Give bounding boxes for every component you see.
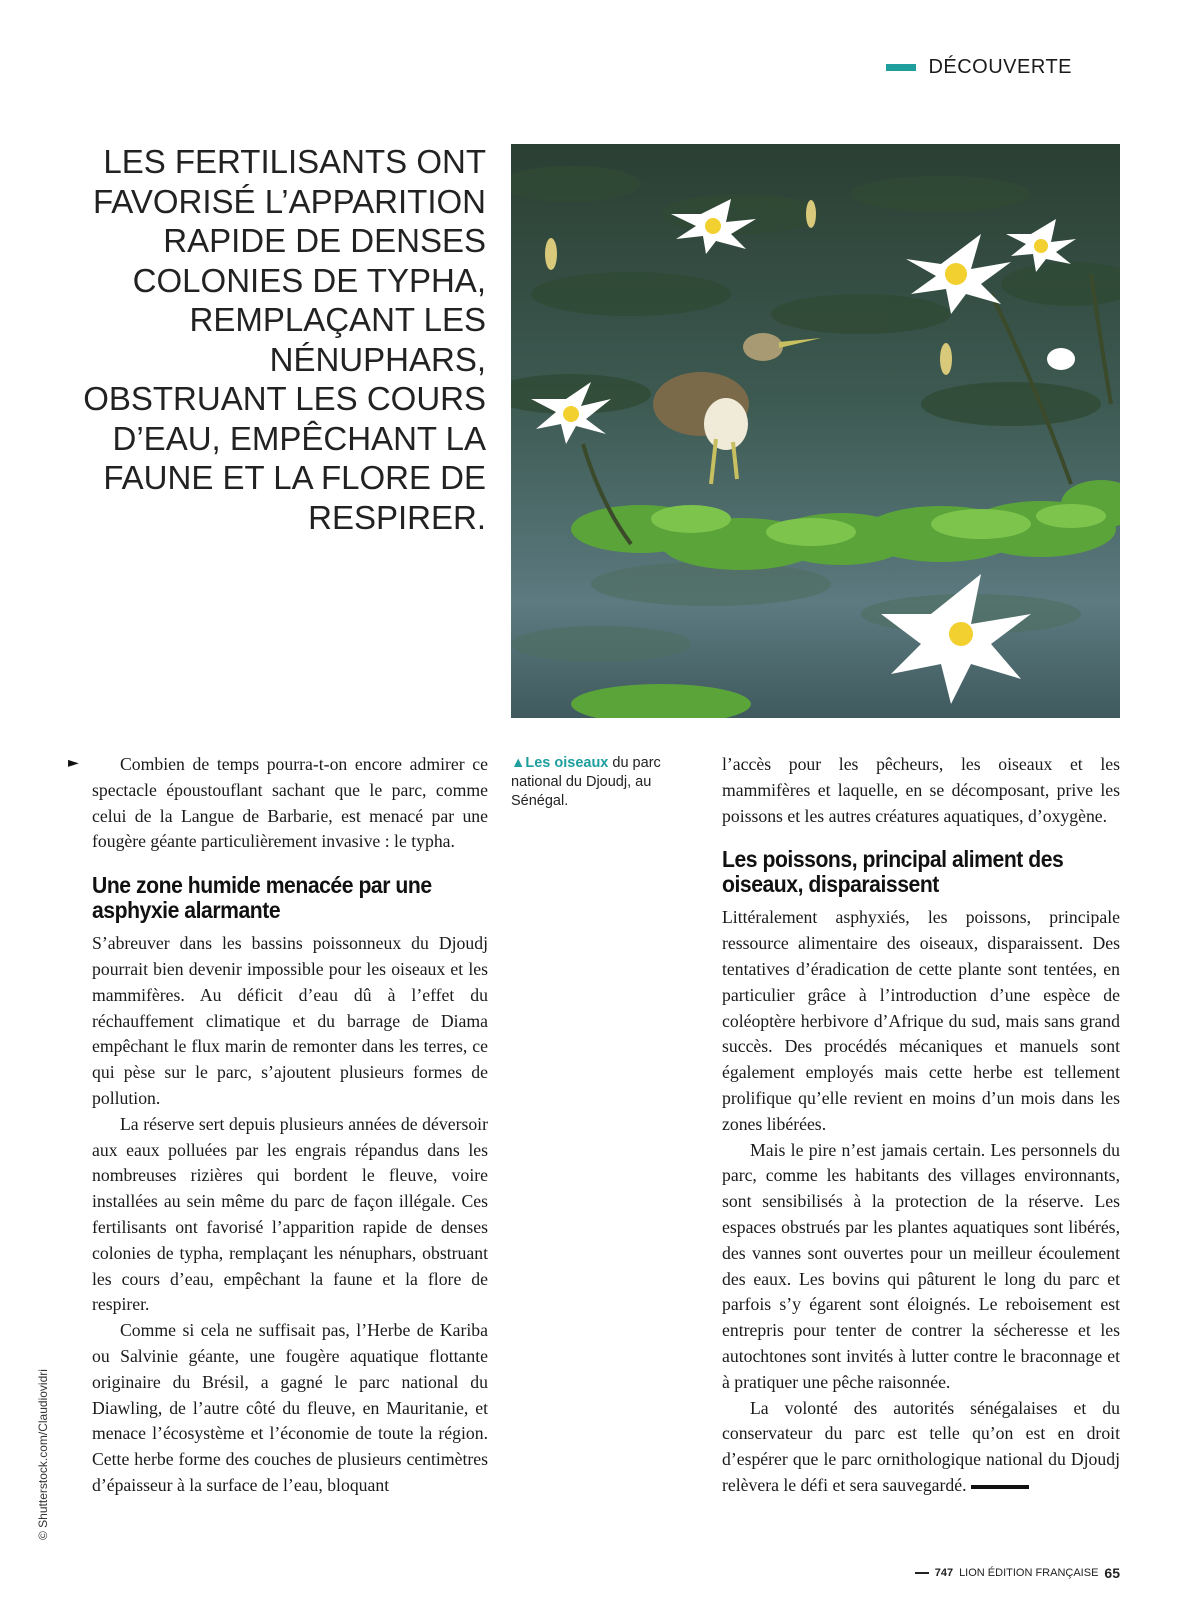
start-arrow-icon: ►	[68, 755, 79, 771]
closing-paragraph	[722, 1396, 1120, 1499]
subheading-2: Les poissons, principal aliment des oiseaux, disparaissent	[722, 846, 1064, 898]
section-accent-bar	[886, 64, 916, 71]
paragraph: l’accès pour les pêcheurs, les oiseaux et les mammifères et laquelle, en se décomposant, prive les poissons et les autres créatures aquatiques, d’oxygène.	[722, 754, 1120, 826]
end-mark	[971, 1485, 1029, 1489]
pull-quote: LES FERTILISANTS ONT FAVORISÉ L’APPARITION RAPIDE DE DENSES COLONIES DE TYPHA, REMPLAÇANT LES NÉNUPHARS, OBSTRUANT LES COURS D’EAU, EMPÊCHANT LA FAUNE ET LA FLORE DE RESPIRER.	[83, 143, 486, 536]
paragraph: S’abreuver dans les bassins poissonneux du Djoudj pourrait bien devenir impossible pour les oiseaux et les mammifères. Au déficit d’eau dû à l’effet du réchauffement climatique et du barrage de Diama empêchant le flux marin de remonter dans les terres, ce qui pèse sur le parc, s’ajoutent plusieurs formes de pollution.	[92, 933, 488, 1108]
subheading-1: Une zone humide menacée par une asphyxie alarmante	[92, 872, 432, 924]
photo-caption	[511, 754, 691, 811]
section-tag	[886, 56, 1072, 79]
section-label: DÉCOUVERTE	[928, 56, 1072, 78]
heron-lily-photo	[511, 144, 1120, 718]
issue-number: 747	[934, 1567, 954, 1579]
paragraph: Comme si cela ne suffisait pas, l’Herbe de Kariba ou Salvinie géante, une fougère aquatique flottante originaire du Brésil, a gagné le parc national du Diawling, de l’autre côté du fleuve, en Mauritanie, et menace l’écosystème et l’économie de toute la région. Cette herbe forme des couches de plusieurs centimètres d’épaisseur à la surface de l’eau, bloquant	[92, 1320, 488, 1495]
caption-lead: Les oiseaux	[525, 755, 609, 771]
page-footer	[915, 1565, 1120, 1581]
page-number: 65	[1104, 1565, 1120, 1581]
paragraph: La réserve sert depuis plusieurs années de déversoir aux eaux polluées par les engrais répandus dans les nombreuses rizières qui bordent le fleuve, voire installées au sein même du parc de façon illégale. Ces fertilisants ont favorisé l’apparition rapide de denses colonies de typha, remplaçant les nénuphars, obstruant les cours d’eau, empêchant la faune et la flore de respirer.	[92, 1113, 488, 1315]
paragraph: Littéralement asphyxiés, les poissons, principale ressource alimentaire des oiseaux, disparaissent. Des tentatives d’éradication de cette plante sont tentées, en particulier grâce à l’introduction d’une espèce de coléoptère herbivore d’Afrique du sud, mais sans grand succès. Des procédés mécaniques et manuels sont également employés mais cette herbe est tellement prolifique qu’elle revient en moins d’un mois dans les zones libérées.	[722, 907, 1120, 1134]
caption-text: du parc national du Djoudj, au Sénégal.	[511, 755, 661, 809]
footer-rule	[915, 1572, 929, 1574]
right-column	[722, 752, 1120, 1499]
left-column	[92, 752, 488, 1499]
paragraph: Mais le pire n’est jamais certain. Les personnels du parc, comme les habitants des villages environnants, sont sensibilisés à la protection de la réserve. Les espaces obstrués par les plantes aquatiques sont libérés, des vannes sont ouvertes pour un meilleur écoulement des eaux. Les bovins qui pâturent le long du parc et parfois s’y égarent sont éloignés. Le reboisement est entrepris pour tenter de contrer la sécheresse et les autochtones sont invités à lutter contre le braconnage et à pratiquer une pêche raisonnée.	[722, 1139, 1120, 1392]
publication-name: LION ÉDITION FRANÇAISE	[959, 1567, 1099, 1579]
caption-marker: ▲	[511, 755, 526, 771]
closing-text: La volonté des autorités sénégalaises et du conservateur du parc est telle qu’on est en droit d’espérer que le parc ornithologique national du Djoudj relèvera le défi et sera sauvegardé.	[722, 1397, 1120, 1495]
photo-credit: © Shutterstock.com/Claudiovidri	[36, 1369, 50, 1540]
intro-paragraph: Combien de temps pourra-t-on encore admirer ce spectacle époustouflant sachant que le parc, comme celui de la Langue de Barbarie, est menacé par une fougère géante particulièrement invasive : le typha.	[92, 754, 488, 852]
